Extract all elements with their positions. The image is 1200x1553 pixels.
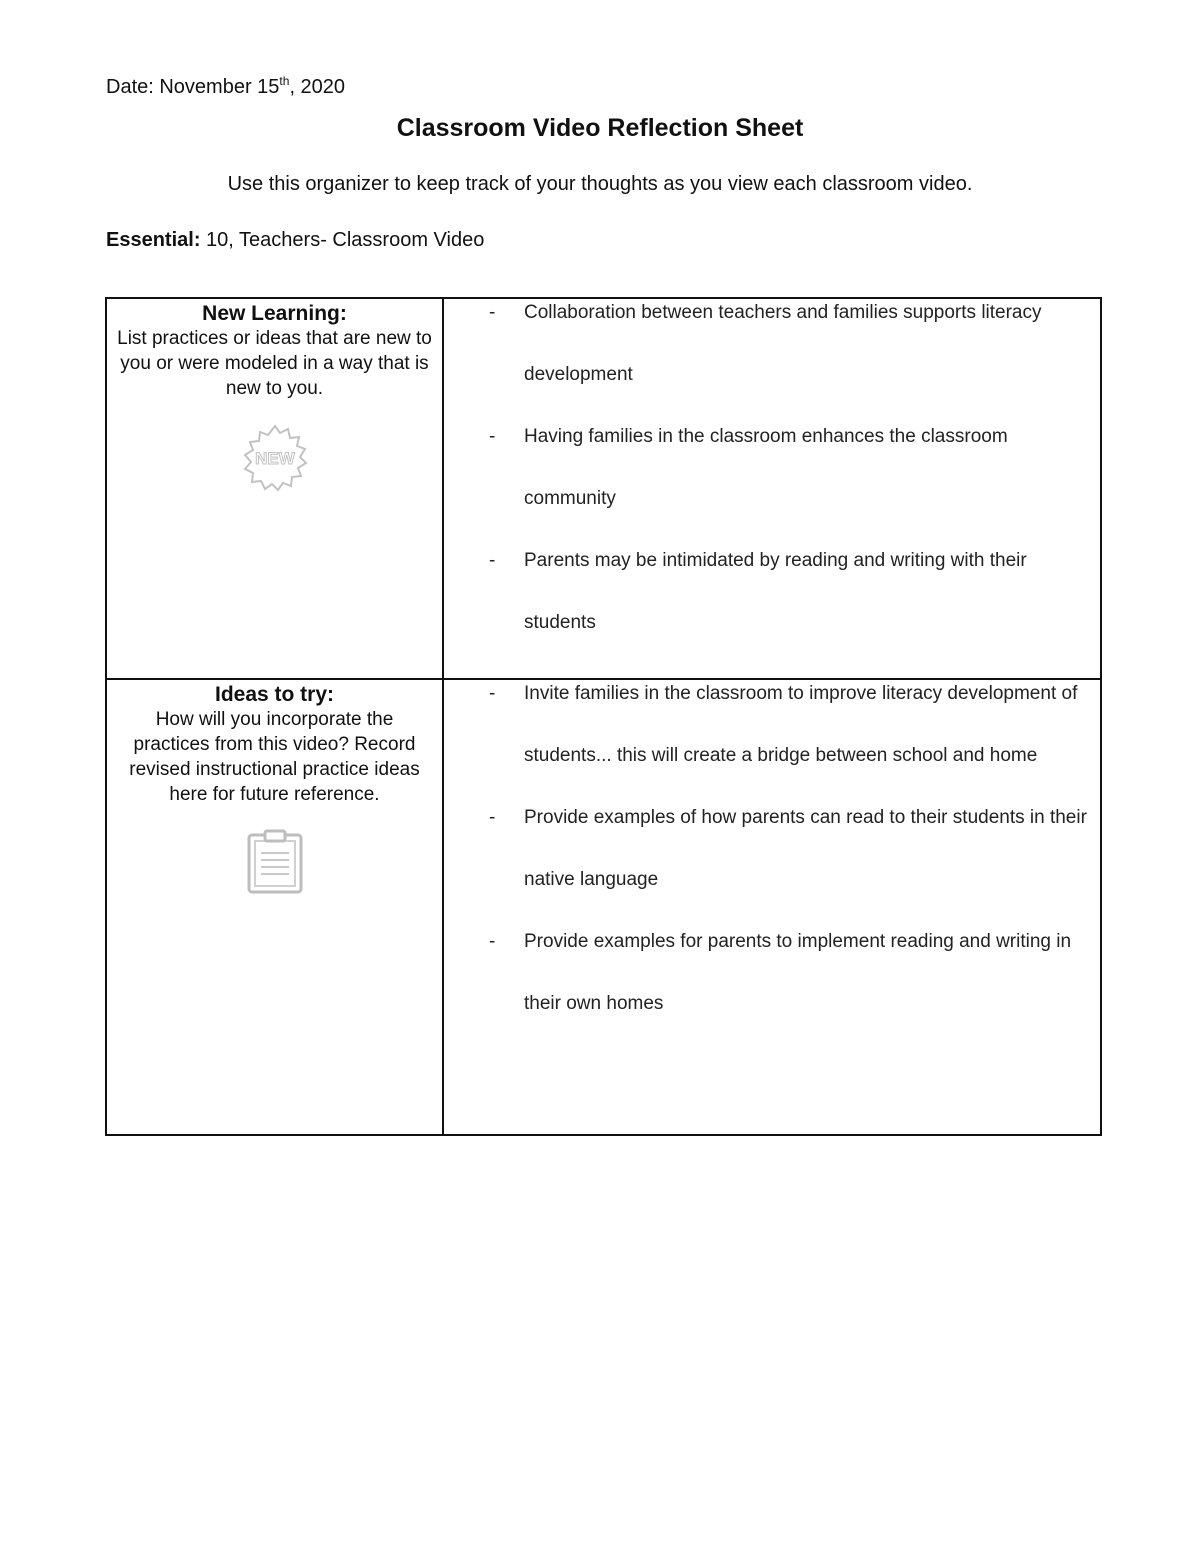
ideas-description: How will you incorporate the practices from this video? Record revised instructional practice ideas here for future reference. (129, 709, 420, 805)
list-item (444, 911, 1100, 1035)
date-label: Date: November 15 (106, 76, 280, 98)
ideas-list (444, 663, 1100, 1035)
new-learning-heading: New Learning: (202, 302, 347, 325)
new-learning-list (444, 282, 1100, 654)
instructions-text: Use this organizer to keep track of your thoughts as you view each classroom video. (227, 173, 973, 195)
new-learning-response-cell (444, 299, 1100, 678)
list-item-text: Provide examples of how parents can read to their students in their native language (524, 807, 1087, 890)
list-item (444, 282, 1100, 406)
bullet-marker: - (489, 931, 496, 952)
list-item-text: Parents may be intimidated by reading and writing with their students (524, 550, 1027, 633)
list-item-text: Provide examples for parents to implement reading and writing in their own homes (524, 931, 1072, 1014)
list-item (444, 663, 1100, 787)
essential-label: Essential: (106, 229, 201, 251)
list-item-text: Collaboration between teachers and families supports literacy development (524, 302, 1042, 385)
bullet-marker: - (489, 302, 496, 323)
bullet-marker: - (489, 426, 496, 447)
date-suffix: th (279, 74, 290, 88)
bullet-marker: - (489, 683, 496, 704)
bullet-marker: - (489, 550, 496, 571)
ideas-prompt-cell (107, 680, 444, 1134)
new-badge-text: NEW (254, 449, 295, 468)
list-item (444, 406, 1100, 530)
page-title: Classroom Video Reflection Sheet (396, 114, 804, 142)
list-item (444, 787, 1100, 911)
new-badge-icon (107, 423, 442, 493)
ideas-to-try-row (107, 680, 1100, 1134)
new-learning-row (107, 299, 1100, 680)
date-year: , 2020 (289, 76, 346, 98)
list-item-text: Having families in the classroom enhances the classroom community (524, 426, 1008, 509)
reflection-table (105, 297, 1102, 1136)
list-item-text: Invite families in the classroom to improve literacy development of students... this will create a bridge between school and home (524, 683, 1078, 766)
essential-value: 10, Teachers- Classroom Video (200, 229, 485, 251)
essential-line (106, 229, 484, 252)
bullet-marker: - (489, 807, 496, 828)
new-learning-prompt-cell (107, 299, 444, 678)
ideas-response-cell (444, 680, 1100, 1134)
date-line (106, 74, 345, 99)
new-learning-description: List practices or ideas that are new to you or were modeled in a way that is new to you. (117, 328, 432, 399)
clipboard-icon (107, 829, 442, 895)
ideas-heading: Ideas to try: (214, 683, 335, 706)
list-item (444, 530, 1100, 654)
